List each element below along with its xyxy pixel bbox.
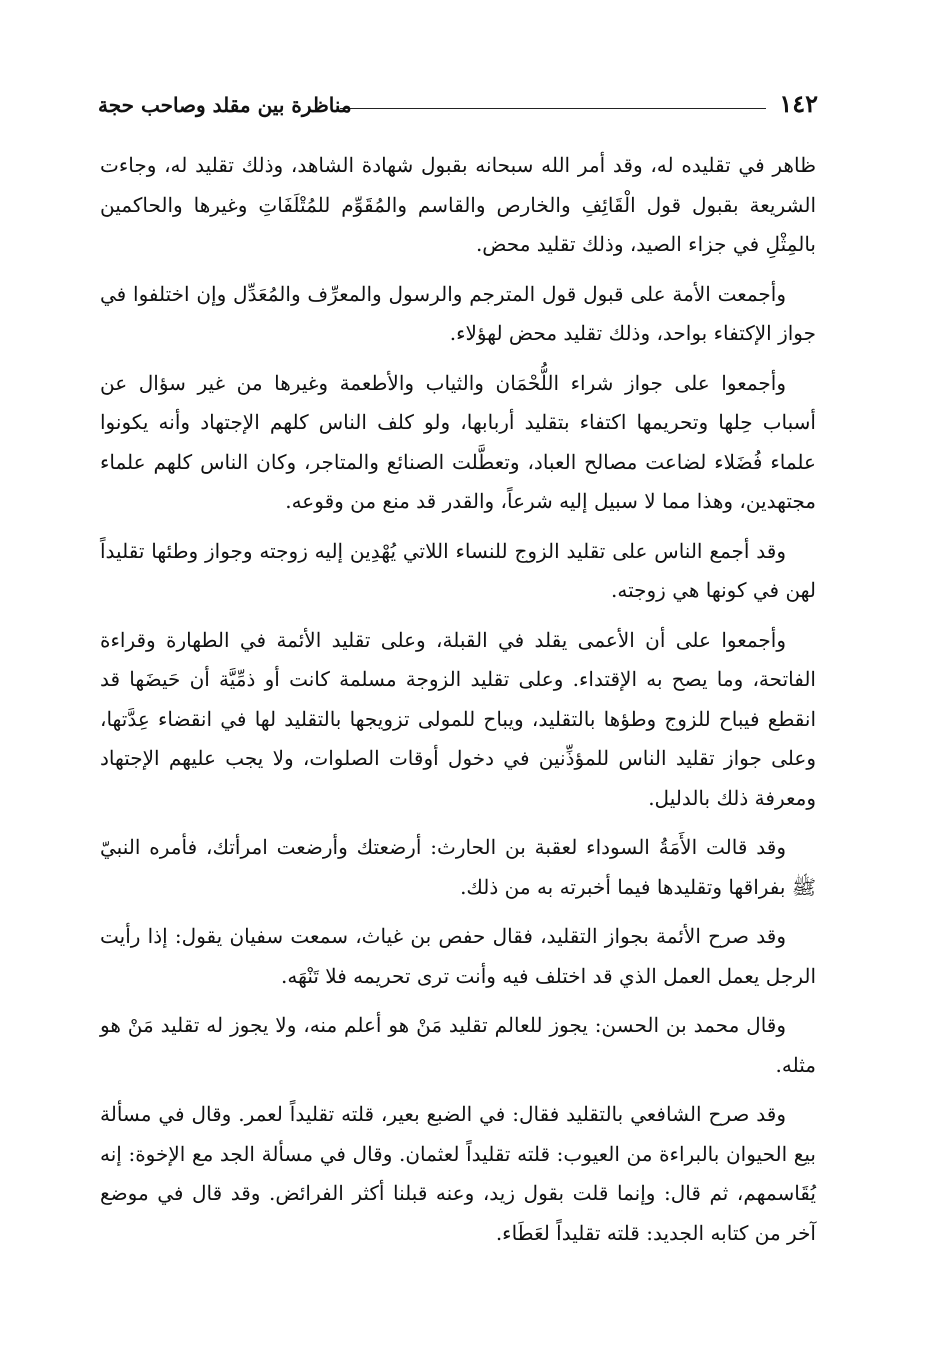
paragraph-7: وقد صرح الأئمة بجواز التقليد، فقال حفص بن غياث، سمعت سفيان يقول: إذا رأيت الرجل يعمل العمل الذي قد اختلف فيه وأنت ترى تحريمه فلا تَنْهَه. xyxy=(100,924,816,988)
paragraph-4: وقد أجمع الناس على تقليد الزوج للنساء اللاتي يُهْدِين إليه زوجته وجواز وطئها تقليداً لهن في كونها هي زوجته. xyxy=(100,538,816,602)
body-text xyxy=(100,146,816,1263)
paragraph-2: وأجمعت الأمة على قبول قول المترجم والرسول والمعرِّف والمُعَدِّل وإن اختلفوا في جواز الإكتفاء بواحد، وذلك تقليد محض لهؤلاء. xyxy=(100,281,816,345)
paragraph-9: وقد صرح الشافعي بالتقليد فقال: في الضبع بعير، قلته تقليداً لعمر. وقال في مسألة بيع الحيوان بالبراءة من العيوب: قلته تقليداً لعثمان. وقال في مسألة الجد مع الإخوة: إنه يُقَاسمهم، ثم قال: وإنما قلت بقول زيد، وعنه قبلنا أكثر الفرائض. وقد قال في موضع آخر من كتابه الجديد: قلته تقليداً لعَطَاء. xyxy=(100,1102,817,1245)
running-title: مناظرة بين مقلد وصاحب حجة xyxy=(98,93,352,117)
paragraph-5: وأجمعوا على أن الأعمى يقلد في القبلة، وعلى تقليد الأئمة في الطهارة وقراءة الفاتحة، وما يصح به الإقتداء. وعلى تقليد الزوجة مسلمة كانت أو ذمِّيَّة أن حَيضَها قد انقطع فيباح للزوج وطؤها بالتقليد، ويباح للمولى تزويجها بالتقليد لها في انقضاء عِدَّتها، وعلى جواز تقليد الناس للمؤذِّنين في دخول أوقات الصلوات، ولا يجب عليهم الإجتهاد ومعرفة ذلك بالدليل. xyxy=(100,627,816,810)
page-header xyxy=(98,88,818,124)
paragraph-1: ظاهر في تقليده له، وقد أمر الله سبحانه بقبول شهادة الشاهد، وذلك تقليد له، وجاءت الشريعة بقبول قول الْقَائِفِ والخارص والقاسم والمُقَوِّم للمُتْلَفَاتِ وغيرها والحاكمين بالمِثْلِ في جزاء الصيد، وذلك تقليد محض. xyxy=(100,153,816,256)
page-number: ١٤٢ xyxy=(779,89,818,118)
paragraph-3: وأجمعوا على جواز شراء اللُّحْمَان والثياب والأطعمة وغيرها من غير سؤال عن أسباب حِلها وتحريمها اكتفاء بتقليد أربابها، ولو كلف الناس كلهم الإجتهاد وأنه يكونوا علماء فُضَلاء لضاعت مصالح العباد، وتعطَّلت الصنائع والمتاجر، وكان الناس كلهم علماء مجتهدين، وهذا مما لا سبيل إليه شرعاً، والقدر قد منع من وقوعه. xyxy=(100,370,816,513)
header-rule xyxy=(340,108,766,109)
paragraph-8: وقال محمد بن الحسن: يجوز للعالم تقليد مَنْ هو أعلم منه، ولا يجوز له تقليد مَنْ هو مثله. xyxy=(100,1013,816,1077)
paragraph-6: وقد قالت الأَمَةُ السوداء لعقبة بن الحارث: أرضعتك وأرضعت امرأتك، فأمره النبيّ ﷺ بفراقها وتقليدها فيما أخبرته به من ذلك. xyxy=(100,835,816,899)
